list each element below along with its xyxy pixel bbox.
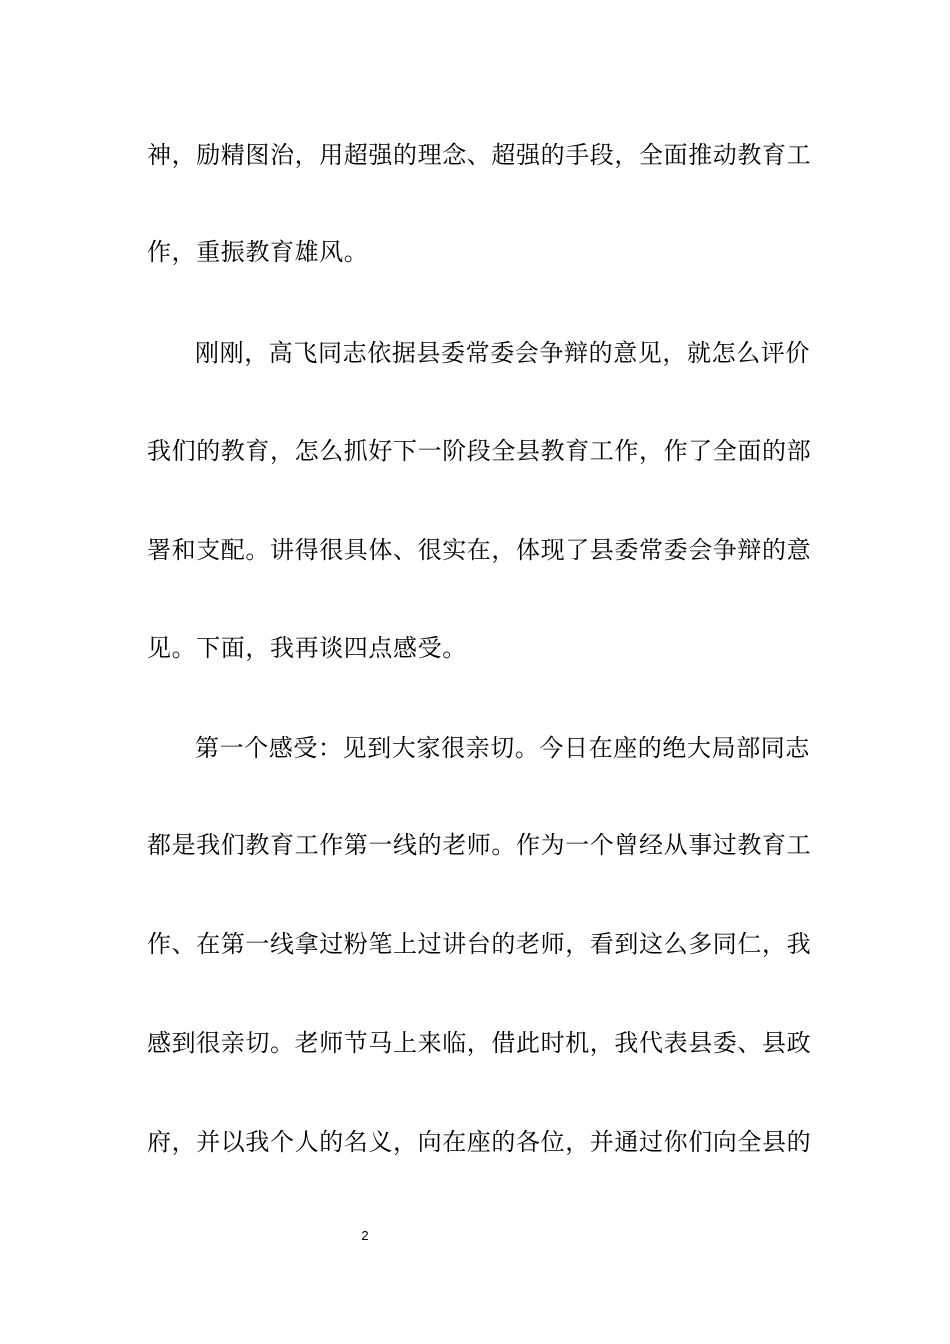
text-line: 感到很亲切。老师节马上来临，借此时机，我代表县委、县政 — [147, 1029, 812, 1057]
paragraph-first-line: 刚刚，高飞同志依据县委常委会争辩的意见，就怎么评价 — [195, 339, 810, 367]
page-number: 2 — [361, 1228, 369, 1243]
text-line: 神，励精图治，用超强的理念、超强的手段，全面推动教育工 — [147, 141, 812, 169]
text-line: 府，并以我个人的名义，向在座的各位，并通过你们向全县的 — [147, 1128, 812, 1156]
text-line: 见。下面，我再谈四点感受。 — [147, 634, 467, 662]
text-line: 作，重振教育雄风。 — [147, 238, 369, 266]
text-line: 我们的教育，怎么抓好下一阶段全县教育工作，作了全面的部 — [147, 437, 812, 465]
text-line: 都是我们教育工作第一线的老师。作为一个曾经从事过教育工 — [147, 831, 812, 859]
text-line: 署和支配。讲得很具体、很实在，体现了县委常委会争辩的意 — [147, 536, 812, 564]
text-line: 作、在第一线拿过粉笔上过讲台的老师，看到这么多同仁，我 — [147, 930, 812, 958]
paragraph-first-line: 第一个感受：见到大家很亲切。今日在座的绝大局部同志 — [195, 734, 810, 762]
